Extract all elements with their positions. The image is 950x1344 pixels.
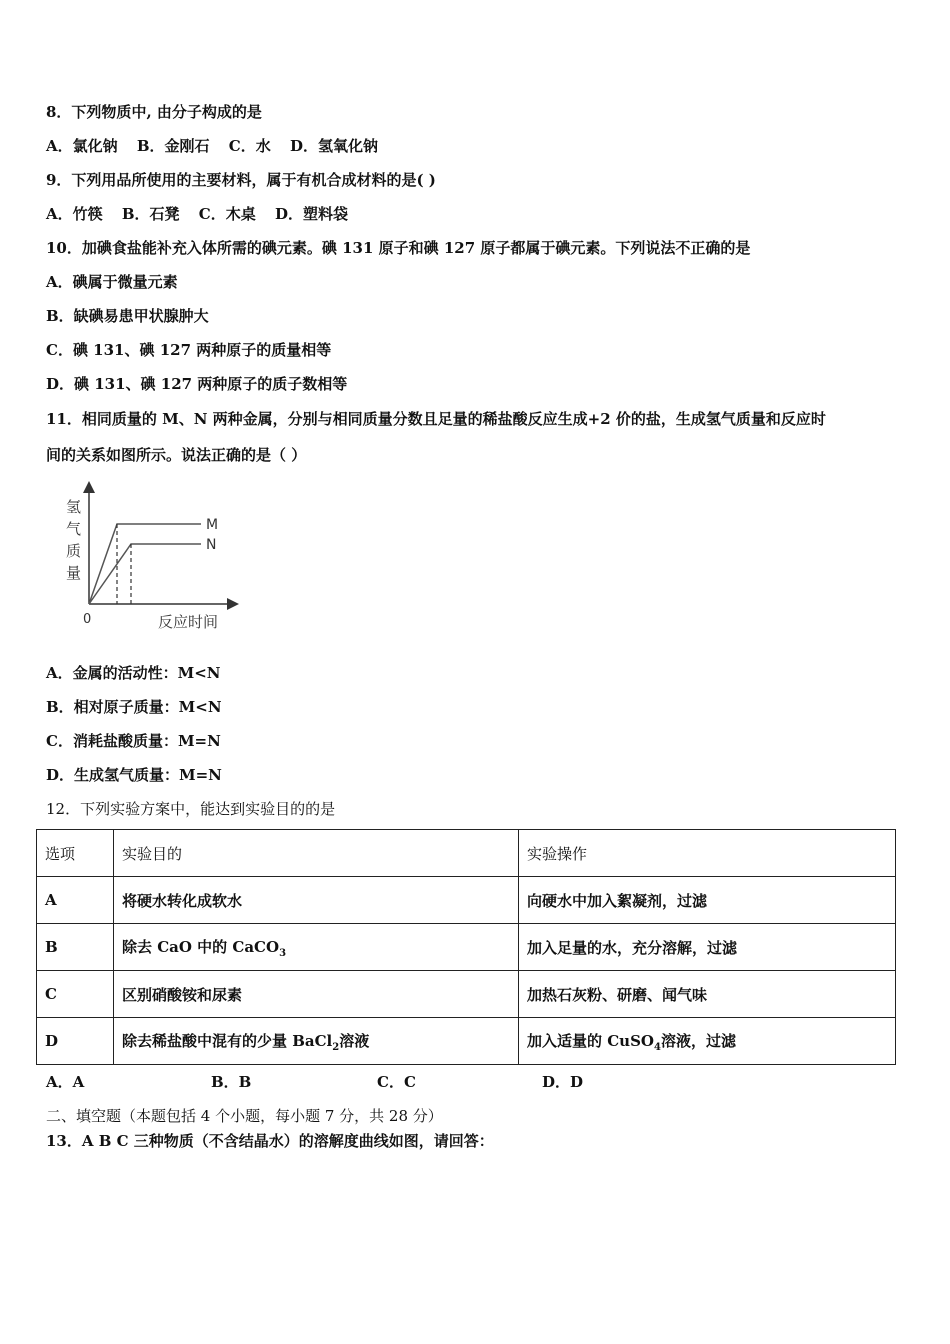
table-row (37, 877, 896, 924)
row-goal: 除去稀盐酸中混有的少量 BaCl$_2$溶液 (114, 1018, 519, 1065)
row-option: A (37, 877, 114, 924)
q12-option-a: A．A (46, 1073, 85, 1091)
q11-option-d: D．生成氢气质量：M=N (46, 766, 222, 784)
q11-stem-line1: 11．相同质量的 M、N 两种金属，分别与相同质量分数且足量的稀盐酸反应生成+2 价的盐，生成氢气质量和反应时 (46, 410, 826, 428)
row-option: B (37, 924, 114, 971)
table-row (37, 924, 896, 971)
q9-option-d: D．塑料袋 (274, 205, 348, 223)
table-row (37, 971, 896, 1018)
q8-stem: 8．下列物质中, 由分子构成的是 (46, 103, 262, 121)
row-operation: 加热石灰粉、研磨、闻气味 (519, 971, 896, 1018)
header-goal: 实验目的 (114, 830, 519, 877)
table-row (37, 1018, 896, 1065)
row-operation: 加入足量的水，充分溶解，过滤 (519, 924, 896, 971)
q12-option-c: C．C (377, 1073, 416, 1091)
q11-option-c: C．消耗盐酸质量：M=N (46, 732, 221, 750)
q9-option-c: C．木桌 (198, 205, 256, 223)
q10-option-a: A．碘属于微量元素 (46, 273, 178, 291)
q8-options (46, 136, 378, 156)
section-two-heading: 二、填空题（本题包括 4 个小题，每小题 7 分，共 28 分） (46, 1107, 443, 1125)
origin-label: 0 (83, 612, 92, 627)
q11-option-a: A．金属的活动性：M<N (46, 664, 221, 682)
q12-option-b: B．B (211, 1073, 252, 1091)
q11-stem-line2: 间的关系如图所示。说法正确的是（ ） (46, 446, 307, 464)
q8-option-c: C．水 (228, 137, 271, 155)
table-header-row (37, 830, 896, 877)
row-operation: 向硬水中加入絮凝剂，过滤 (519, 877, 896, 924)
series-line-n (89, 544, 201, 604)
series-label-n: N (206, 537, 217, 553)
q9-options (46, 204, 348, 224)
q9-option-b: B．石凳 (121, 205, 180, 223)
hydrogen-mass-chart (56, 476, 256, 636)
series-label-m: M (206, 517, 219, 533)
row-option: D (37, 1018, 114, 1065)
q11-option-b: B．相对原子质量：M<N (46, 698, 222, 716)
experiment-table (36, 829, 896, 1065)
row-option: C (37, 971, 114, 1018)
q8-option-b: B．金刚石 (136, 137, 210, 155)
q12-option-d: D．D (542, 1073, 584, 1091)
q8-option-d: D．氢氧化钠 (289, 137, 378, 155)
q13-stem: 13．A B C 三种物质（不含结晶水）的溶解度曲线如图，请回答： (46, 1132, 494, 1150)
y-axis-label-4: 量 (66, 564, 82, 582)
q10-option-d: D．碘 131、碘 127 两种原子的质子数相等 (46, 375, 348, 393)
y-axis-label-1: 氢 (66, 498, 82, 516)
y-axis-label-2: 气 (66, 520, 82, 538)
row-goal: 将硬水转化成软水 (114, 877, 519, 924)
row-goal: 除去 CaO 中的 CaCO$_3$ (114, 924, 519, 971)
series-line-m (89, 524, 201, 604)
header-option: 选项 (37, 830, 114, 877)
q9-stem: 9．下列用品所使用的主要材料，属于有机合成材料的是( ) (46, 171, 436, 189)
row-operation: 加入适量的 CuSO$_4$溶液，过滤 (519, 1018, 896, 1065)
q10-stem: 10．加碘食盐能补充入体所需的碘元素。碘 131 原子和碘 127 原子都属于碘元素。下列说法不正确的是 (46, 239, 751, 257)
q9-option-a: A．竹筷 (46, 205, 103, 223)
header-operation: 实验操作 (519, 830, 896, 877)
q10-option-b: B．缺碘易患甲状腺肿大 (46, 307, 209, 325)
y-axis-label-3: 质 (66, 542, 82, 560)
q10-option-c: C．碘 131、碘 127 两种原子的质量相等 (46, 341, 332, 359)
q12-stem: 12．下列实验方案中，能达到实验目的的是 (46, 800, 336, 818)
x-axis-label: 反应时间 (158, 613, 219, 631)
row-goal: 区别硝酸铵和尿素 (114, 971, 519, 1018)
q8-option-a: A．氯化钠 (46, 137, 118, 155)
